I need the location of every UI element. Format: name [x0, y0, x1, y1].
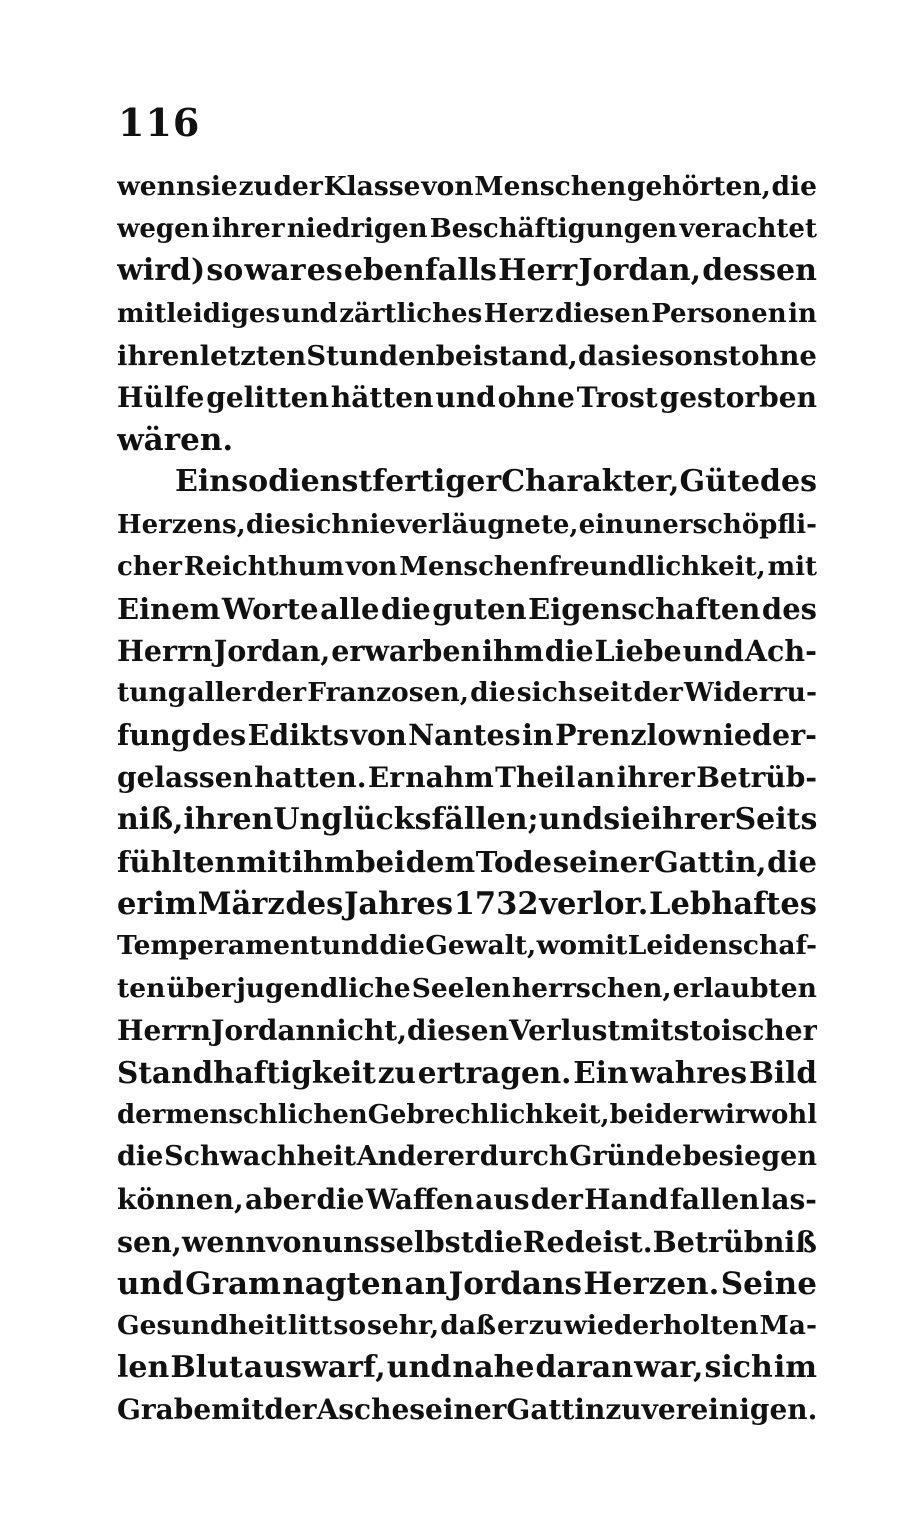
word: vereinigen. — [641, 1393, 817, 1427]
word: ihrer — [650, 801, 735, 837]
text-line — [117, 293, 817, 335]
word: Asche — [316, 1393, 410, 1427]
word: Gewalt, — [425, 930, 537, 962]
word: zärtliches — [339, 298, 483, 329]
word: die — [246, 509, 291, 540]
word: Rede — [522, 1224, 603, 1259]
word: seit — [578, 677, 633, 709]
word: aber — [244, 1182, 316, 1216]
word: war — [244, 253, 306, 289]
word: des — [761, 591, 817, 626]
text-line — [117, 1136, 817, 1178]
word: in — [522, 718, 554, 753]
word: ihrer — [211, 214, 285, 245]
word: ihm — [291, 845, 355, 879]
word: fallen — [669, 1182, 760, 1216]
word: und — [117, 1265, 184, 1302]
word: die — [379, 930, 425, 962]
word: von — [350, 718, 407, 753]
word: an — [576, 760, 616, 794]
word: da — [577, 339, 616, 372]
word: sich — [516, 677, 578, 709]
word: Jahres — [343, 886, 453, 923]
word: litt — [287, 1310, 333, 1342]
text-line — [117, 419, 817, 461]
text-line — [117, 1221, 817, 1263]
word: gelassen — [117, 760, 253, 794]
text-line — [117, 1305, 817, 1347]
word: Reichthum — [183, 551, 344, 582]
word: in — [788, 298, 817, 329]
word: ihren — [117, 339, 200, 372]
word: ohne — [497, 380, 575, 414]
word: sich — [290, 509, 351, 540]
word: von — [345, 551, 398, 582]
word: er — [497, 1310, 528, 1342]
text-line — [117, 630, 817, 672]
word: auswarf, — [243, 1350, 386, 1386]
word: diesen — [554, 298, 650, 329]
word: die — [316, 1182, 365, 1216]
word: mitleidiges — [117, 298, 281, 329]
word: Herrn — [117, 1013, 212, 1047]
word: Herz — [483, 298, 554, 329]
word: Eigenschaften — [528, 591, 761, 626]
word: dem — [405, 845, 476, 879]
word: sie — [195, 171, 238, 202]
word: im — [773, 1350, 817, 1386]
text-line — [117, 799, 817, 841]
word: des — [192, 718, 247, 753]
word: Jordan — [211, 1013, 316, 1047]
word: zu — [377, 1054, 416, 1090]
word: niedrigen — [286, 214, 428, 245]
word: Klasse — [323, 171, 421, 202]
text-line — [117, 1347, 817, 1389]
word: mit — [620, 1013, 674, 1047]
text-line — [117, 841, 817, 883]
word: daß — [440, 1310, 497, 1342]
word: Güte — [679, 464, 760, 500]
word: Personen — [651, 298, 787, 329]
word: ebenfalls — [343, 253, 497, 289]
word: sich — [704, 1350, 773, 1386]
word: dienstfertiger — [268, 464, 502, 500]
word: bei — [355, 845, 406, 879]
word: wir — [702, 1100, 749, 1131]
word: gehörten, — [626, 171, 771, 202]
word: er — [117, 886, 153, 923]
word: Menschen — [474, 171, 627, 202]
word: Widerru- — [684, 677, 817, 709]
word: verlor. — [539, 886, 649, 923]
body-text — [117, 166, 817, 1432]
word: fung — [117, 718, 191, 753]
word: zu — [528, 1310, 564, 1342]
word: Gram — [185, 1265, 281, 1302]
word: Standhaftigkeit — [117, 1054, 376, 1090]
word: und — [281, 298, 338, 329]
word: unerschöpfli- — [624, 509, 817, 540]
word: Gattin — [506, 1393, 606, 1427]
word: Einem — [117, 591, 221, 626]
word: der — [273, 171, 323, 202]
text-line — [117, 335, 817, 377]
word: Nantes — [408, 718, 521, 753]
word: wenn — [181, 1224, 266, 1259]
word: Jordan, — [578, 253, 702, 289]
word: wären. — [117, 422, 234, 459]
word: seiner — [409, 1393, 507, 1427]
word: beistand, — [435, 339, 578, 372]
word: der — [264, 1393, 317, 1427]
word: Ach- — [744, 634, 817, 669]
word: uns — [322, 1224, 380, 1259]
word: Hand — [584, 1182, 669, 1216]
text-line — [117, 377, 817, 419]
word: hatten. — [254, 760, 367, 794]
word: Ma- — [759, 1310, 817, 1342]
text-line — [117, 250, 817, 292]
word: erlaubten — [672, 972, 817, 1004]
word: Herzen. — [583, 1265, 720, 1302]
word: mit — [767, 551, 817, 582]
word: sonst — [658, 339, 741, 372]
word: die — [380, 591, 431, 626]
word: guten — [432, 591, 527, 626]
word: Waffen — [365, 1182, 475, 1216]
text-line — [117, 672, 817, 714]
word: Jordans — [448, 1265, 582, 1302]
word: aus — [475, 1182, 530, 1216]
word: hätten — [330, 380, 434, 414]
word: Prenzlow — [555, 718, 701, 753]
word: womit — [536, 930, 628, 962]
word: Tode — [475, 845, 553, 879]
text-line — [117, 757, 817, 799]
word: März — [197, 886, 285, 923]
word: so — [231, 464, 269, 500]
word: Er — [367, 760, 404, 794]
word: der — [633, 677, 683, 709]
word: Bild — [748, 1054, 817, 1090]
word: nicht, — [315, 1013, 407, 1047]
word: Betrüb- — [696, 760, 817, 794]
word: wenn — [117, 171, 196, 202]
word: es — [306, 253, 343, 289]
word: mit — [211, 1393, 265, 1427]
word: daran — [535, 1350, 634, 1386]
text-line — [117, 546, 817, 588]
word: tung — [117, 677, 187, 709]
word: Jordan, — [213, 634, 331, 669]
word: seiner — [552, 845, 654, 879]
text-line — [117, 968, 817, 1010]
word: Hülfe — [117, 380, 205, 414]
word: gestorben — [659, 380, 817, 414]
word: 1732 — [453, 886, 539, 923]
word: von — [265, 1224, 323, 1259]
word: Gründe — [569, 1141, 682, 1173]
word: nahm — [405, 760, 494, 794]
word: Edikts — [247, 718, 349, 753]
word: ein — [578, 509, 625, 540]
word: nie — [350, 509, 396, 540]
word: nagten — [282, 1265, 404, 1302]
word: las- — [760, 1182, 817, 1216]
word: die — [544, 634, 594, 669]
word: Charakter, — [501, 464, 680, 500]
text-line — [117, 1010, 817, 1052]
word: alle — [320, 591, 380, 626]
word: Blut — [170, 1350, 243, 1386]
text-line — [117, 714, 817, 756]
word: Beschäftigungen — [429, 214, 678, 245]
word: die — [767, 845, 817, 879]
word: und — [538, 801, 604, 837]
word: Franzosen, — [307, 677, 469, 709]
word: Liebe — [594, 634, 682, 669]
word: Temperament — [117, 930, 322, 962]
word: jugendliche — [236, 972, 411, 1004]
word: Herrn — [117, 634, 213, 669]
word: verläugnete, — [396, 509, 579, 540]
word: Schwachheit — [164, 1141, 356, 1173]
word: Ein — [573, 1054, 629, 1090]
word: sehr, — [366, 1310, 440, 1342]
word: mit — [236, 845, 292, 879]
word: über — [166, 972, 236, 1004]
word: und — [321, 930, 379, 962]
text-line — [117, 504, 817, 546]
word: verachtet — [679, 214, 817, 245]
word: nahe — [452, 1350, 535, 1386]
word: nieder- — [702, 718, 817, 753]
word: selbst — [379, 1224, 474, 1259]
word: und — [682, 634, 744, 669]
word: Theil — [495, 760, 576, 794]
word: sen, — [117, 1224, 182, 1259]
word: len — [117, 1350, 170, 1386]
word: die — [470, 677, 516, 709]
word: des — [760, 464, 817, 500]
word: ist. — [602, 1224, 653, 1259]
word: des — [285, 886, 344, 923]
text-line — [117, 1263, 817, 1305]
word: aller — [187, 677, 256, 709]
text-line — [117, 883, 817, 925]
word: ohne — [741, 339, 817, 372]
text-line — [117, 208, 817, 250]
word: war, — [634, 1350, 704, 1386]
word: wiederholten — [564, 1310, 759, 1342]
word: Anderer — [356, 1141, 479, 1173]
word: besiegen — [682, 1141, 817, 1173]
text-line — [117, 461, 817, 503]
word: können, — [117, 1182, 244, 1216]
word: Leidenschaf- — [627, 930, 817, 962]
word: Herr — [498, 253, 578, 289]
word: herrschen, — [511, 972, 672, 1004]
text-line — [117, 588, 817, 630]
word: die — [473, 1224, 523, 1259]
word: Grabe — [117, 1393, 212, 1427]
word: niß, — [117, 801, 184, 837]
word: zu — [238, 171, 273, 202]
word: dessen — [702, 253, 817, 289]
word: fühlten — [117, 845, 236, 879]
word: Herzens, — [117, 509, 246, 540]
word: Gebrechlichkeit, — [367, 1100, 610, 1131]
word: Seine — [720, 1265, 817, 1302]
word: menschlichen — [165, 1100, 368, 1131]
word: ihren — [183, 801, 274, 837]
word: Seelen — [411, 972, 511, 1004]
word: im — [153, 886, 198, 923]
word: bei — [609, 1100, 655, 1131]
word: sie — [615, 339, 659, 372]
word: Gattin, — [653, 845, 767, 879]
text-line — [117, 1094, 817, 1136]
word: die — [117, 1141, 164, 1173]
word: wegen — [117, 214, 210, 245]
word: Unglücksfällen; — [273, 801, 539, 837]
word: und — [435, 380, 496, 414]
word: sie — [603, 801, 651, 837]
text-line — [117, 166, 817, 208]
word: der — [117, 1100, 166, 1131]
word: Betrübniß — [652, 1224, 817, 1259]
word: ihm — [482, 634, 544, 669]
word: der — [256, 677, 307, 709]
word: Gesundheit — [117, 1310, 287, 1342]
word: die — [771, 171, 817, 202]
word: von — [421, 171, 474, 202]
word: Verlust — [508, 1013, 621, 1047]
word: diesen — [407, 1013, 509, 1047]
word: erwarben — [331, 634, 482, 669]
word: Lebhaftes — [649, 886, 817, 923]
page-number: 116 — [118, 100, 201, 145]
word: wohl — [748, 1100, 817, 1131]
text-line — [117, 1389, 817, 1431]
word: so — [206, 253, 244, 289]
text-line — [117, 1052, 817, 1094]
text-line — [117, 1179, 817, 1221]
word: durch — [479, 1141, 569, 1173]
word: zu — [605, 1393, 642, 1427]
word: ertragen. — [417, 1054, 572, 1090]
word: cher — [117, 551, 182, 582]
word: Ein — [175, 464, 232, 500]
word: Menschenfreundlichkeit, — [399, 551, 766, 582]
word: Worte — [221, 591, 319, 626]
word: letzten — [199, 339, 307, 372]
text-line — [117, 925, 817, 967]
word: wahres — [630, 1054, 748, 1090]
word: der — [654, 1100, 703, 1131]
word: ten — [117, 972, 166, 1004]
word: Trost — [576, 380, 658, 414]
word: Seits — [734, 801, 817, 837]
word: ihrer — [616, 760, 695, 794]
word: Stunden — [306, 339, 436, 372]
word: der — [530, 1182, 583, 1216]
word: so — [333, 1310, 367, 1342]
word: stoischer — [673, 1013, 817, 1047]
word: und — [386, 1350, 452, 1386]
word: wird) — [117, 253, 206, 289]
word: gelitten — [206, 380, 329, 414]
word: an — [404, 1265, 448, 1302]
